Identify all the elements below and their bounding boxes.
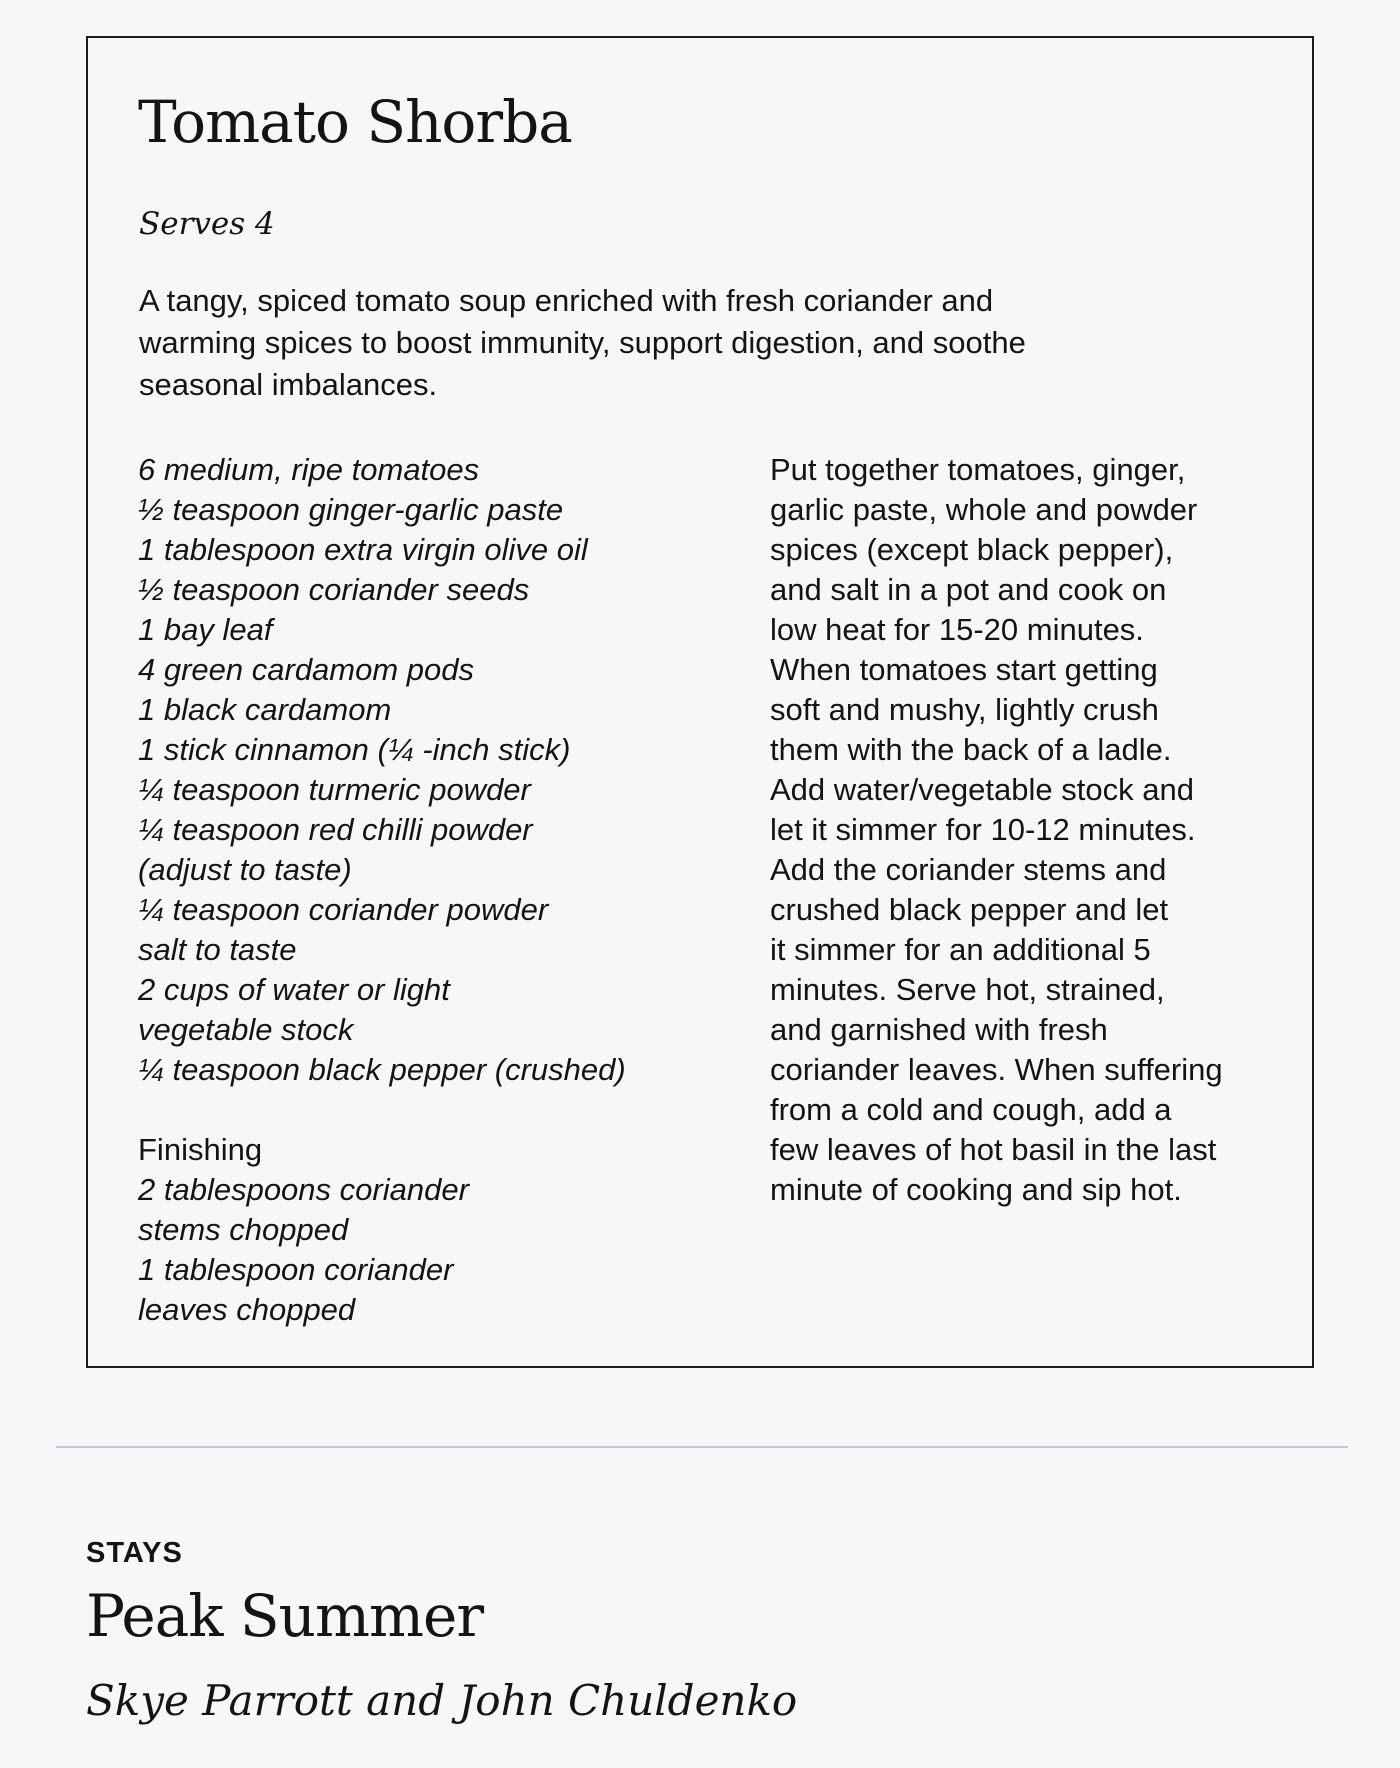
method-line: them with the back of a ladle. [770,732,1172,767]
finishing-item: 1 tablespoon coriander [138,1252,454,1287]
method-line: it simmer for an additional 5 [770,932,1151,967]
method-line: coriander leaves. When suffering [770,1052,1223,1087]
method-line: Add the coriander stems and [770,852,1167,887]
finishing-item: stems chopped [138,1212,349,1247]
method-line: Add water/vegetable stock and [770,772,1194,807]
method-line: low heat for 15-20 minutes. [770,612,1144,647]
ingredient-item: 6 medium, ripe tomatoes [138,452,480,487]
method-line: soft and mushy, lightly crush [770,692,1159,727]
finishing-heading: Finishing [138,1132,263,1167]
method-line: from a cold and cough, add a [770,1092,1172,1127]
ingredient-item: 2 cups of water or light [138,972,450,1007]
section-divider [56,1446,1348,1448]
ingredient-item: 1 tablespoon extra virgin olive oil [138,532,588,567]
recipe-title: Tomato Shorba [138,88,572,156]
method-line: When tomatoes start getting [770,652,1158,687]
section-label[interactable]: STAYS [86,1537,183,1569]
recipe-card [86,36,1314,1368]
ingredient-item: 1 bay leaf [138,612,273,647]
finishing-item: 2 tablespoons coriander [138,1172,469,1207]
story-authors: Skye Parrott and John Chuldenko [86,1676,798,1725]
list-spacer [138,1090,626,1130]
ingredient-item: 1 black cardamom [138,692,392,727]
ingredient-item: ½ teaspoon coriander seeds [138,572,530,607]
ingredient-item: ¼ teaspoon coriander powder [138,892,549,927]
method-line: minute of cooking and sip hot. [770,1172,1182,1207]
ingredient-item: ½ teaspoon ginger-garlic paste [138,492,564,527]
intro-line: seasonal imbalances. [139,367,438,402]
method-line: garlic paste, whole and powder [770,492,1198,527]
ingredients-list [138,450,626,1330]
method-line: crushed black pepper and let [770,892,1169,927]
ingredient-item: 4 green cardamom pods [138,652,475,687]
recipe-intro [139,280,1119,406]
finishing-item: leaves chopped [138,1292,356,1327]
method-line: minutes. Serve hot, strained, [770,972,1165,1007]
story-title[interactable]: Peak Summer [86,1582,484,1650]
method-line: and salt in a pot and cook on [770,572,1167,607]
ingredient-item: ¼ teaspoon red chilli powder [138,812,533,847]
ingredient-item: ¼ teaspoon black pepper (crushed) [138,1052,626,1087]
intro-line: warming spices to boost immunity, support digestion, and soothe [139,325,1026,360]
ingredient-item: 1 stick cinnamon (¼ -inch stick) [138,732,571,767]
ingredient-item: salt to taste [138,932,297,967]
intro-line: A tangy, spiced tomato soup enriched with fresh coriander and [139,283,994,318]
method-line: spices (except black pepper), [770,532,1174,567]
method-line: and garnished with fresh [770,1012,1108,1047]
method-line: few leaves of hot basil in the last [770,1132,1217,1167]
recipe-serves: Serves 4 [139,206,275,242]
recipe-method [770,450,1223,1210]
method-line: Put together tomatoes, ginger, [770,452,1186,487]
ingredient-item: vegetable stock [138,1012,354,1047]
method-line: let it simmer for 10-12 minutes. [770,812,1196,847]
ingredient-item: ¼ teaspoon turmeric powder [138,772,531,807]
ingredient-item: (adjust to taste) [138,852,352,887]
